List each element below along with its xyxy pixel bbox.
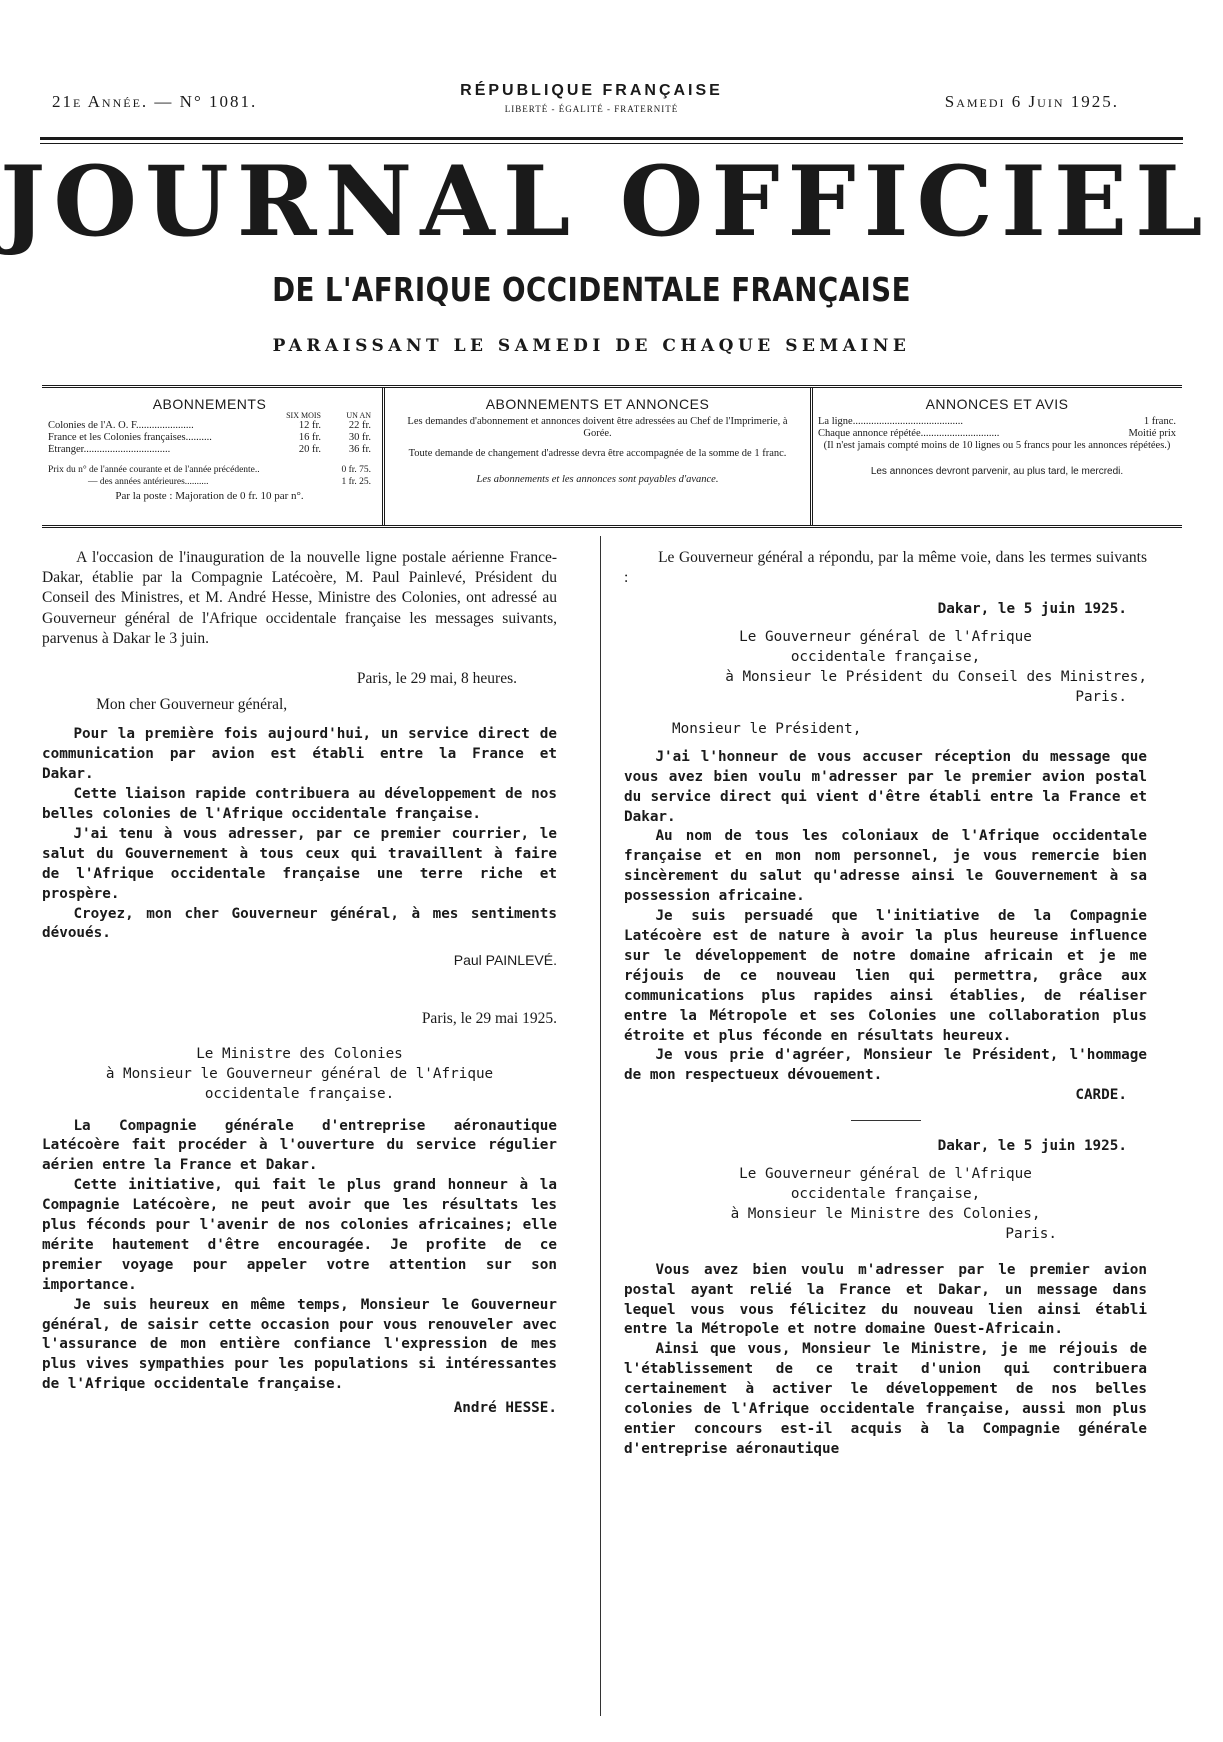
right-column (624, 548, 1147, 1460)
subscription-panel (42, 385, 1182, 528)
message1-paragraph: Croyez, mon cher Gouverneur général, à mes sentiments dévoués. (42, 905, 557, 942)
subscriptions-ads-box (382, 388, 813, 525)
message1-paragraph: Cette liaison rapide contribuera au développement de nos belles colonies de l'Afrique occidentale française. (42, 786, 557, 823)
reply1-paragraph: Je suis persuadé que l'initiative de la Compagnie Latécoère est de nature à avoir la plus heureuse influence sur le développement de notre domaine africain et je me réjouis de ce nouveau lien qui permettra, grâce aux communications plus rapides ainsi établies, de réaliser entre la Métropole et ses Colonies une collaboration plus étroite et plus féconde en résultats heureux. (624, 908, 1147, 1044)
journal-subtitle: DE L'AFRIQUE OCCIDENTALE FRANÇAISE (272, 270, 911, 309)
top-rule-thin (40, 143, 1183, 144)
reply-intro: Le Gouverneur général a répondu, par la même voie, dans les termes suivants : (624, 549, 1147, 587)
reply2-dateline: Dakar, le 5 juin 1925. (937, 1138, 1127, 1155)
message2-recipient: à Monsieur le Gouverneur général de l'Afrique (105, 1065, 494, 1082)
postal-note: Par la poste : Majoration de 0 fr. 10 par n°. (115, 490, 304, 502)
reply1-recipient: à Monsieur le Président du Conseil des Ministres, (725, 669, 1147, 686)
message1-paragraph: J'ai tenu à vous adresser, par ce premier courrier, le salut du Gouvernement à tous ceux qui travaillent à faire de l'Afrique occidentale française une terre riche et prospère. (42, 825, 557, 902)
journal-title: JOURNAL OFFICIEL (0, 145, 1211, 258)
subscriptions-box (42, 388, 377, 525)
row-label: Étranger................................. (48, 444, 171, 455)
subscriptions-title: ABONNEMENTS (152, 396, 267, 412)
left-column (42, 548, 557, 1419)
message2-recipient-line2: occidentale française. (204, 1085, 395, 1102)
publication-frequency: PARAISSANT LE SAMEDI DE CHAQUE SEMAINE (272, 336, 911, 356)
table-row (42, 444, 377, 456)
ads-row (812, 416, 1182, 428)
issue-date: Samedi 6 Juin 1925. (944, 92, 1119, 111)
subscriptions-column-headers (42, 412, 377, 420)
message2-paragraph: La Compagnie générale d'entreprise aéronautique Latécoère fait procéder à l'ouverture du service régulier aérien entre la France et Dakar. (42, 1117, 557, 1174)
row-year: 22 fr. (348, 420, 371, 431)
row-year: 30 fr. (348, 432, 371, 443)
message2-body (42, 1117, 557, 1396)
row-six: 20 fr. (298, 444, 321, 455)
reply1-paragraph: Je vous prie d'agréer, Monsieur le Président, l'hommage de mon respectueux dévouement. (624, 1047, 1147, 1084)
reply1-sender-line2: occidentale française, (790, 649, 981, 666)
reply1-signature: CARDE. (1075, 1087, 1127, 1104)
reply1-salutation: Monsieur le Président, (672, 720, 862, 737)
ads-value: 1 franc. (1143, 416, 1176, 427)
subscriptions-ads-title: ABONNEMENTS ET ANNONCES (485, 396, 710, 412)
ads-deadline: Les annonces devront parvenir, au plus tard, le mercredi. (870, 466, 1124, 477)
price-row (42, 464, 377, 476)
price-value: 1 fr. 25. (341, 477, 371, 487)
message2-dateline: Paris, le 29 mai 1925. (421, 1009, 557, 1027)
subs-ads-change-note: Toute demande de changement d'adresse devra être accompagnée de la somme de 1 franc. (408, 448, 787, 459)
reply1 (624, 600, 1147, 1106)
top-rule (40, 137, 1183, 140)
republic-heading: RÉPUBLIQUE FRANÇAISE (460, 82, 723, 99)
reply1-paragraph: Au nom de tous les coloniaux de l'Afrique occidentale française et en mon nom personnel, je vous remercie bien sincèrement du salut qu'adresse ainsi le Gouvernement à sa possession africaine. (624, 828, 1147, 905)
row-six: 12 fr. (298, 420, 321, 431)
republic-motto: LIBERTÉ - ÉGALITÉ - FRATERNITÉ (504, 104, 679, 114)
ads-row (812, 428, 1182, 440)
reply2-place: Paris. (1005, 1225, 1057, 1242)
reply2-paragraph: Ainsi que vous, Monsieur le Ministre, je me réjouis de l'établissement de ce trait d'union qui contribuera certainement à activer le développement de nos belles colonies de l'Afrique occidentale française, aussi mon plus entier concours est-il acquis à la Compagnie générale d'entreprise aéronautique (624, 1341, 1147, 1457)
message2-paragraph: Cette initiative, qui fait le plus grand honneur à la Compagnie Latécoère, ne peut avoir que les résultats les plus féconds pour l'avenir de nos colonies africaines; elle mérite hautement d'être encouragée. Je profite de ce premier voyage pour appeler votre attention sur son importance. (42, 1177, 557, 1293)
price-value: 0 fr. 75. (341, 465, 371, 475)
reply2-paragraph: Vous avez bien voulu m'adresser par le premier avion postal ayant relié la France et Dakar, un message dans lequel vous vous félicitez du nouveau lien ainsi établi entre la Métropole et notre domaine Ouest-Africain. (624, 1261, 1147, 1338)
row-six: 16 fr. (298, 432, 321, 443)
message1-salutation: Mon cher Gouverneur général, (96, 696, 288, 714)
ads-note: (Il n'est jamais compté moins de 10 lignes ou 5 francs pour les annonces répétées.) (823, 440, 1171, 451)
ads-box (812, 388, 1182, 525)
table-row (42, 432, 377, 444)
reply1-paragraph: J'ai l'honneur de vous accuser réception du message que vous avez bien voulu m'adresser par le premier avion postal du service direct qui vient d'être établi entre la France et Dakar. (624, 748, 1147, 825)
ads-title: ANNONCES ET AVIS (925, 396, 1069, 412)
ads-label: La ligne.......................................... (818, 416, 963, 427)
intro-paragraph: A l'occasion de l'inauguration de la nouvelle ligne postale aérienne France-Dakar, établie par la Compagnie Latécoère, M. Paul Painlevé, Président du Conseil des Ministres, et M. André Hesse, Ministre des Colonies, ont adressé au Gouverneur général de l'Afrique occidentale française les messages suivants, parvenus à Dakar le 3 juin. (42, 549, 557, 647)
col-one-year: UN AN (346, 411, 371, 420)
price-label: Prix du n° de l'année courante et de l'année précédente.. (48, 465, 260, 475)
subs-ads-payment-note: Les abonnements et les annonces sont payables d'avance. (476, 474, 719, 485)
reply2 (624, 1137, 1147, 1460)
row-year: 36 fr. (348, 444, 371, 455)
message1-signature: Paul PAINLEVÉ. (453, 952, 557, 969)
table-row (42, 420, 377, 432)
row-label: Colonies de l'A. O. F...................... (48, 420, 194, 431)
issue-number: 21e Année. — N° 1081. (52, 92, 258, 111)
message2-paragraph: Je suis heureux en même temps, Monsieur le Gouverneur général, de saisir cette occasion pour vous renouveler avec l'assurance de mon entière confiance l'expression de mes plus vives sympathies pour les populations si intéressantes de l'Afrique occidentale française. (42, 1296, 557, 1393)
reply2-recipient: à Monsieur le Ministre des Colonies, (730, 1205, 1041, 1222)
reply1-dateline: Dakar, le 5 juin 1925. (937, 601, 1127, 618)
section-separator (851, 1120, 921, 1121)
reply2-sender-line2: occidentale française, (790, 1185, 981, 1202)
reply1-sender: Le Gouverneur général de l'Afrique (739, 629, 1032, 646)
row-label: France et les Colonies françaises.......... (48, 432, 212, 443)
message2-sender: Le Ministre des Colonies (196, 1045, 403, 1062)
price-row (42, 476, 377, 488)
column-divider (600, 536, 601, 1716)
subs-ads-address-note: Les demandes d'abonnement et annonces doivent être adressées au Chef de l'Imprimerie, à Gorée. (407, 416, 788, 439)
reply1-place: Paris. (1075, 689, 1127, 706)
message1-dateline: Paris, le 29 mai, 8 heures. (356, 670, 517, 688)
ads-value: Moitié prix (1128, 428, 1176, 439)
ads-label: Chaque annonce répétée.............................. (818, 428, 1000, 439)
message1-paragraph: Pour la première fois aujourd'hui, un service direct de communication par avion est établi entre la France et Dakar. (42, 726, 557, 783)
col-six-months: SIX MOIS (286, 411, 321, 420)
reply2-sender: Le Gouverneur général de l'Afrique (739, 1166, 1032, 1183)
price-label: — des années antérieures.......... (88, 477, 209, 487)
message2-signature: André HESSE. (453, 1400, 557, 1417)
message1-body (42, 725, 557, 944)
